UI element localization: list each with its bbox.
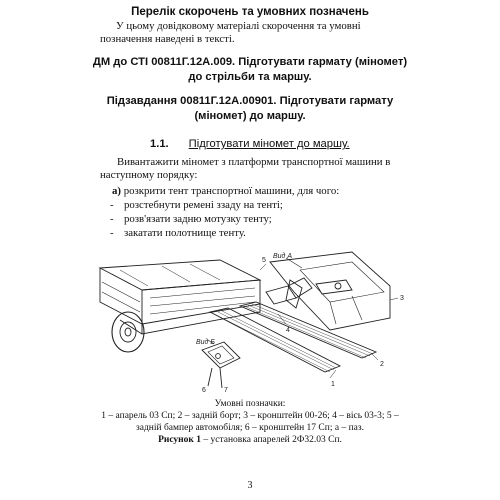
list-item: - розв'язати задню мотузку тенту; [110,213,272,225]
intro-line-2: позначення наведені в тексті. [100,33,235,45]
section-heading [150,138,400,150]
figure-text: – установка апарелей 2Ф32.03 Сп. [201,435,342,445]
instruction-item [112,185,339,197]
view-b-label: Вид Б [196,339,215,346]
section-title: Підготувати міномет до маршу. [188,138,350,150]
figure-caption [40,398,460,446]
legend-line-1: 1 – апарель 03 Сп; 2 – задній борт; 3 – кронштейн 00-26; 4 – вісь 03-3; 5 – [101,411,399,421]
list-item: - закатати полотнище тенту. [110,227,246,239]
callout-label: 6 [202,387,206,394]
list-item: - розстебнути ремені ззаду на тенті; [110,199,283,211]
ramp-installation-figure [90,240,420,395]
callout-label: 2 [380,361,384,368]
page-title: Перелік скорочень та умовних позначень [131,6,369,18]
truck-tent-top [100,260,260,290]
main-heading-line-2: до стрільби та маршу. [188,71,312,83]
truck-rear-board [142,280,260,324]
callout-label: 3 [400,295,404,302]
figure-title [40,434,460,446]
rear-bumper [142,304,260,334]
page-number: 3 [247,480,253,491]
intro-line-1: У цьому довідковому матеріалі скорочення та умовні [116,20,361,32]
instruction-text: розкрити тент транспортної машини, для чого: [123,185,340,197]
paragraph-line-2: наступному порядку: [100,169,198,181]
callout-label: 1 [331,381,335,388]
sub-heading-line-1: Підзавдання 00811Г.12А.00901. Підготувати гармату [106,95,394,107]
sub-heading-line-2: (міномет) до маршу. [194,110,306,122]
section-number: 1.1. [150,138,169,150]
view-a-label: Вид А [273,253,293,260]
paragraph-line-1: Вивантажити міномет з платформи транспортної машини в [117,156,391,168]
callout-label: 5 [262,257,266,264]
instruction-marker: а) [112,185,121,197]
legend-line-2: задній бампер автомобіля; 6 – кронштейн 17 Сп; а – паз. [135,423,365,433]
main-heading [60,55,440,85]
figure-label: Рисунок 1 [158,435,202,445]
callout-label: 4 [286,327,290,334]
main-heading-line-1: ДМ до СТІ 00811Г.12А.009. Підготувати гармату (міномет) [92,56,408,68]
callout-label: 7 [224,387,228,394]
sub-heading [80,94,420,124]
legend-title: Умовні позначки: [214,399,286,409]
